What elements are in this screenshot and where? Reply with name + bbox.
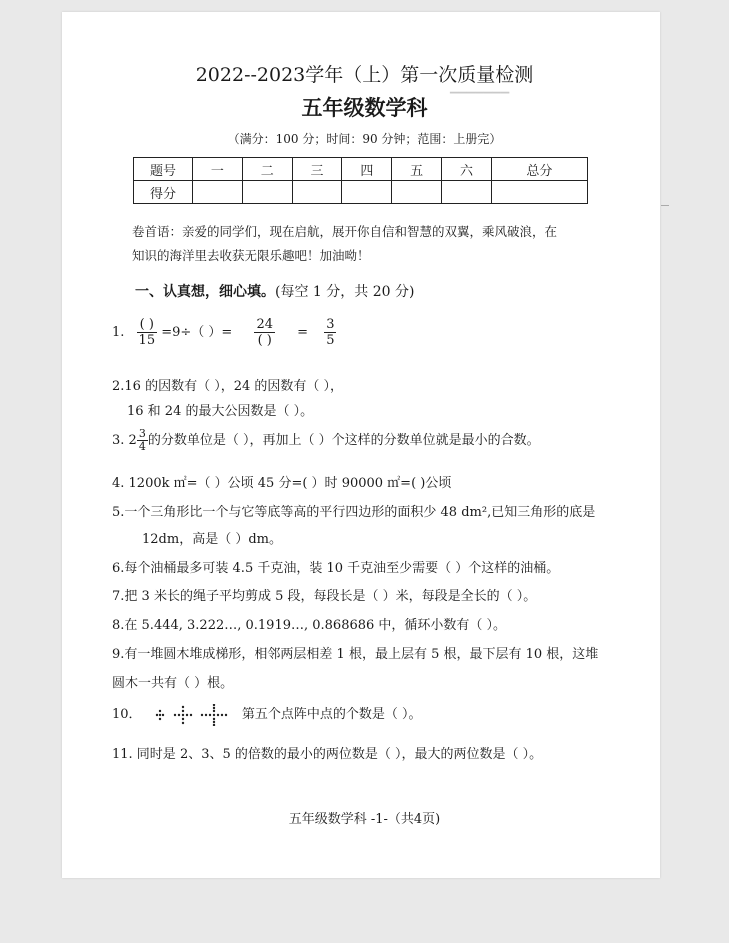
question-10 <box>112 703 421 726</box>
question-3 <box>112 428 540 453</box>
q1-fraction-b <box>254 317 275 348</box>
score-cell: 六 <box>442 158 492 181</box>
question-11: 11. 同时是 2、3、5 的倍数的最小的两位数是（ ），最大的两位数是（ ）。 <box>112 747 543 762</box>
score-cell: 题号 <box>134 158 193 181</box>
score-table-score-row <box>134 181 588 204</box>
intro-line-1: 卷首语：亲爱的同学们，现在启航，展开你自信和智慧的双翼，乘风破浪，在 <box>132 224 558 239</box>
score-cell: 五 <box>392 158 442 181</box>
q10-number: 10． <box>112 707 142 722</box>
score-blank[interactable] <box>193 181 243 204</box>
q1-fb-bot[interactable]: ( ) <box>257 333 272 348</box>
exam-meta: （满分：100 分；时间：90 分钟；范围：上册完） <box>227 132 502 146</box>
q1-fraction-c <box>324 317 336 348</box>
score-blank[interactable] <box>392 181 442 204</box>
question-2-line-1: 2.16 的因数有（ ），24 的因数有（ ）， <box>112 379 344 394</box>
section-1-heading <box>135 281 414 301</box>
score-blank[interactable] <box>342 181 392 204</box>
question-4: 4. 1200k ㎡=（ ）公顷 45 分=( ）时 90000 ㎡=( )公顷 <box>112 476 452 491</box>
q3-f-top: 3 <box>138 427 146 440</box>
section-1-note: (每空 1 分，共 20 分) <box>275 284 415 300</box>
q1-fb-top: 24 <box>256 317 274 332</box>
q10-text: 第五个点阵中点的个数是（ ）。 <box>241 707 422 722</box>
section-1-title: 一、认真想，细心填。 <box>135 284 275 300</box>
faint-bleed-through: ▔▔▔▔▔▔▔ <box>450 92 510 105</box>
question-5-line-1: 5.一个三角形比一个与它等底等高的平行四边形的面积少 48 dm²,已知三角形的底是 <box>112 505 596 520</box>
score-blank[interactable] <box>491 181 587 204</box>
score-cell: 三 <box>292 158 342 181</box>
scan-edge-mark <box>661 205 669 206</box>
q3-prefix: 3. 2 <box>112 433 137 448</box>
dot-pattern-figure <box>152 704 232 726</box>
intro-line-2: 知识的海洋里去收获无限乐趣吧！加油呦！ <box>132 248 370 263</box>
q1-fa-top[interactable]: ( ) <box>137 317 158 333</box>
q1-fraction-a <box>137 317 158 348</box>
q1-fa-bot: 15 <box>138 333 156 348</box>
score-cell: 总分 <box>491 158 587 181</box>
score-blank[interactable] <box>292 181 342 204</box>
q1-fc-top: 3 <box>326 317 335 332</box>
question-2-line-2: 16 和 24 的最大公因数是（ ）。 <box>127 404 314 419</box>
score-cell: 四 <box>342 158 392 181</box>
q1-middle: =9÷（ ）= <box>161 325 233 340</box>
page-footer: 五年级数学科 -1-（共4页) <box>288 812 441 827</box>
question-8: 8.在 5.444, 3.222…, 0.1919…, 0.868686 中，循环小数有（ ）。 <box>112 618 507 633</box>
q1-equals: = <box>297 325 309 340</box>
q3-f-bot: 4 <box>138 440 146 453</box>
exam-title: 2022--2023学年（上）第一次质量检测 <box>195 64 534 86</box>
question-5-line-2: 12dm，高是（ ）dm。 <box>142 532 282 547</box>
q1-number: 1. <box>112 325 125 340</box>
score-table-header-row <box>134 158 588 181</box>
q3-fraction <box>137 428 148 453</box>
score-row-label: 得分 <box>134 181 193 204</box>
question-9-line-2: 圆木一共有（ ）根。 <box>112 676 234 691</box>
score-blank[interactable] <box>442 181 492 204</box>
q1-fc-bot: 5 <box>326 333 335 348</box>
exam-subject: 五年级数学科 <box>301 95 428 120</box>
score-cell: 二 <box>242 158 292 181</box>
question-1 <box>112 317 336 348</box>
question-9-line-1: 9.有一堆圆木堆成梯形，相邻两层相差 1 根，最上层有 5 根，最下层有 10 根，这堆 <box>112 647 599 662</box>
score-cell: 一 <box>193 158 243 181</box>
score-blank[interactable] <box>242 181 292 204</box>
question-7: 7.把 3 米长的绳子平均剪成 5 段，每段长是（ ）米，每段是全长的（ ）。 <box>112 589 537 604</box>
q3-text: 的分数单位是（ ），再加上（ ）个这样的分数单位就是最小的合数。 <box>147 433 540 448</box>
score-table <box>133 157 588 204</box>
question-6: 6.每个油桶最多可装 4.5 千克油，装 10 千克油至少需要（ ）个这样的油桶。 <box>112 561 560 576</box>
